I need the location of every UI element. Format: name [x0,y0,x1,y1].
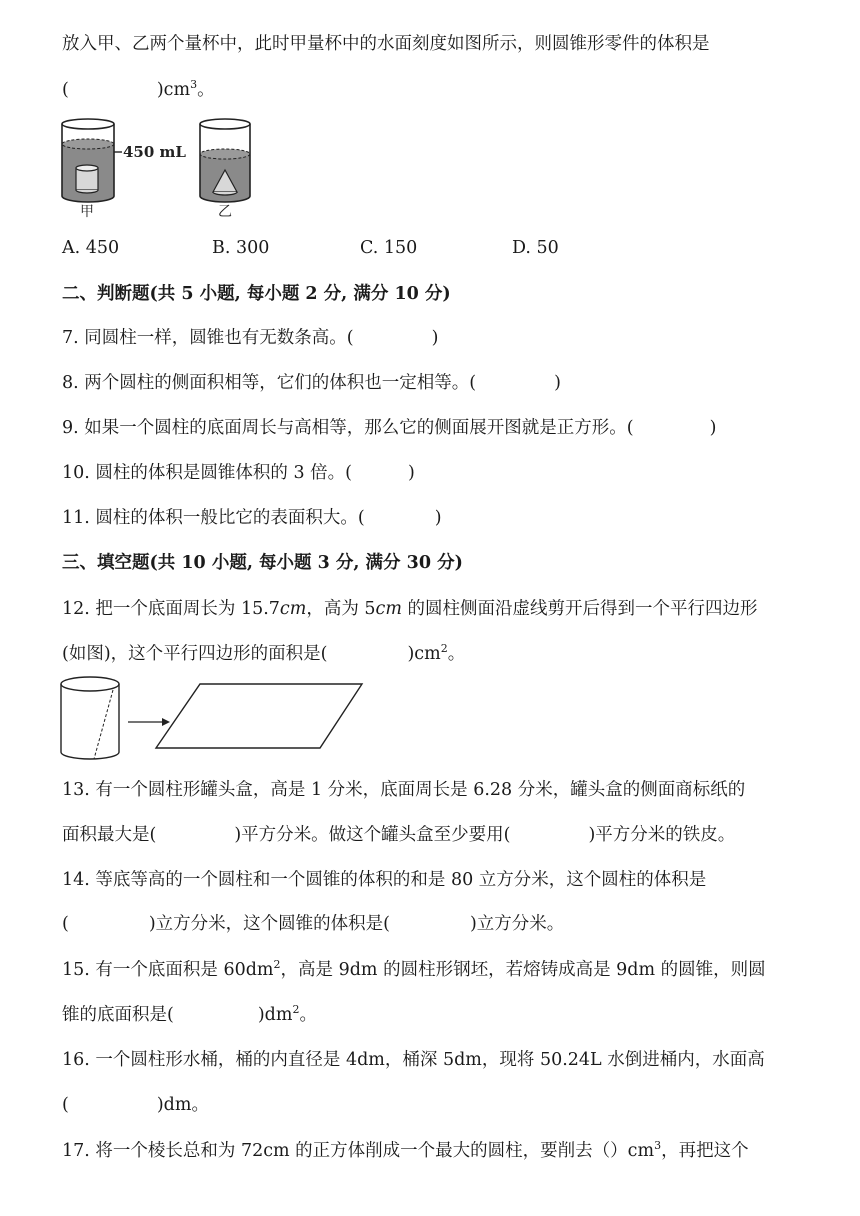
q7-item: 7. 同圆柱一样，圆锥也有无数条高。( ) [62,328,439,348]
q11-item: 11. 圆柱的体积一般比它的表面积大。( ) [62,508,442,528]
q6-options [62,236,622,260]
q9-item: 9. 如果一个圆柱的底面周长与高相等，那么它的侧面展开图就是正方形。( ) [62,418,717,438]
q16-line1: 16. 一个圆柱形水桶，桶的内直径是 4dm，桶深 5dm，现将 50.24L 水倒进桶内，水面高 [62,1050,765,1070]
q10-item: 10. 圆柱的体积是圆锥体积的 3 倍。( ) [62,463,415,483]
option-d[interactable]: D. 50 [512,238,559,258]
measuring-cups-figure [58,114,258,224]
option-a[interactable]: A. 450 [62,238,120,258]
q14-line1: 14. 等底等高的一个圆柱和一个圆锥的体积的和是 80 立方分米，这个圆柱的体积是 [62,870,707,890]
q8-item: 8. 两个圆柱的侧面积相等，它们的体积也一定相等。( ) [62,373,561,393]
q6-text-line2: ( )$cm^3$。 [62,78,215,100]
cylinder-shape [61,677,119,759]
section2-heading: 二、判断题(共 5 小题, 每小题 2 分, 满分 10 分) [62,284,451,304]
parallelogram-shape [156,684,362,748]
option-c[interactable]: C. 150 [360,238,418,258]
q15-line1: 15. 有一个底面积是 $60dm^2$，高是 9dm 的圆柱形钢坯，若熔铸成高是 9dm 的圆锥，则圆 [62,958,766,980]
cup-jia-label: 甲 [80,204,94,220]
cup-yi-label: 乙 [218,204,232,220]
q16-line2: ( )dm。 [62,1095,209,1115]
q15-line2: 锥的底面积是( )$dm^2$。 [62,1003,317,1025]
cup-yi [200,119,250,202]
q17-line1: 17. 将一个棱长总和为 72cm 的正方体削成一个最大的圆柱，要削去$()cm^3$，再把这个 [62,1139,749,1161]
section3-heading: 三、填空题(共 10 小题, 每小题 3 分, 满分 30 分) [62,553,463,573]
q12-line2: (如图)，这个平行四边形的面积是( )$cm^2$。 [62,642,466,664]
q13-line1: 13. 有一个圆柱形罐头盒，高是 1 分米，底面周长是 6.28 分米，罐头盒的侧面商标纸的 [62,780,746,800]
q6-text-line1: 放入甲、乙两个量杯中，此时甲量杯中的水面刻度如图所示，则圆锥形零件的体积是 [62,34,710,54]
volume-mark-label: 450 mL [123,143,186,161]
arrow-icon [128,718,170,726]
q14-line2: ( )立方分米，这个圆锥的体积是( )立方分米。 [62,914,565,934]
q13-line2: 面积最大是( )平方分米。做这个罐头盒至少要用( )平方分米的铁皮。 [62,825,736,845]
q12-line1: 12. 把一个底面周长为 15.7cm，高为 5cm 的圆柱侧面沿虚线剪开后得到一个平行四边形 [62,599,758,619]
cylinder-unroll-figure [58,674,378,766]
cup-jia [62,119,114,202]
option-b[interactable]: B. 300 [212,238,270,258]
